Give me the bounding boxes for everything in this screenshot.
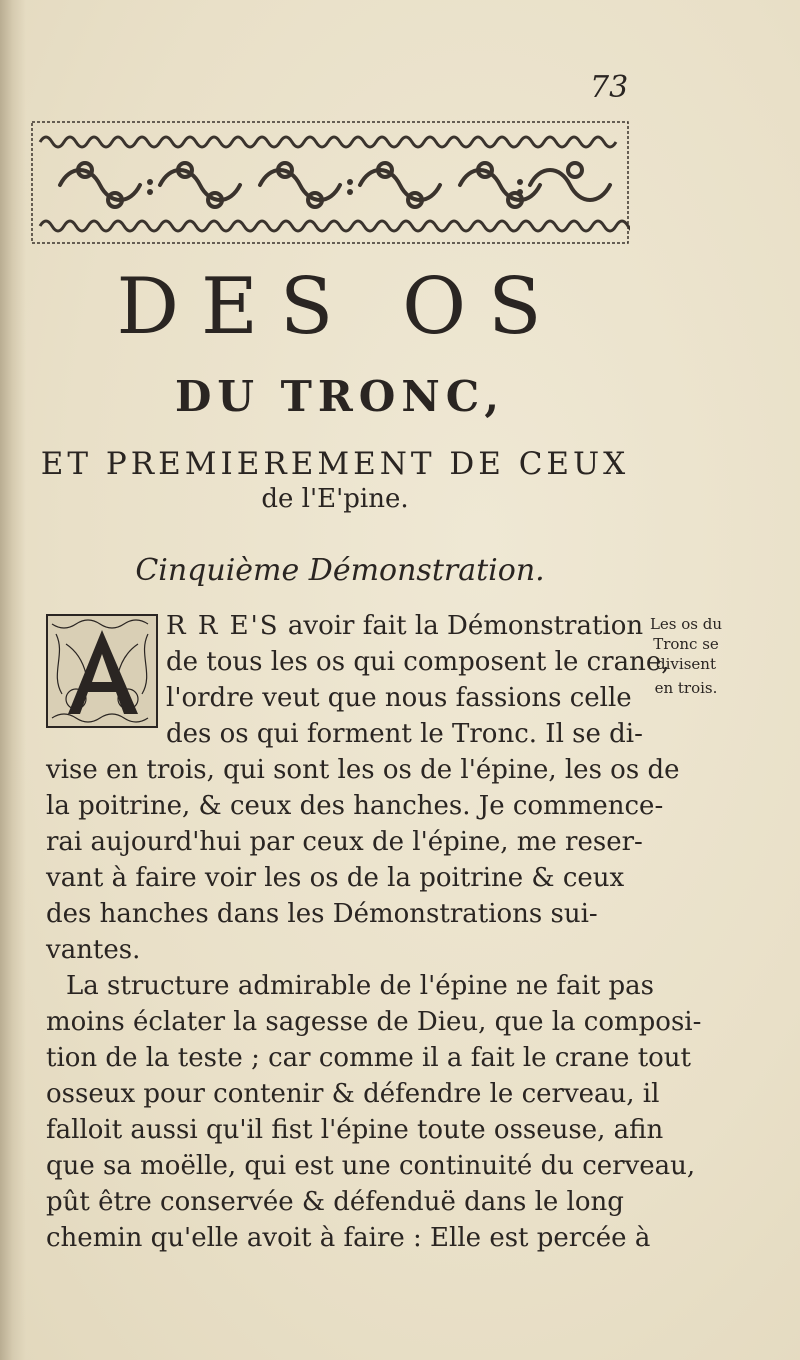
- text-line: osseux pour contenir & défendre le cerveau, il: [46, 1079, 660, 1109]
- text-line: des os qui forment le Tronc. Il se di-: [166, 719, 643, 749]
- text-line: falloit aussi qu'il fist l'épine toute osseuse, afin: [46, 1115, 664, 1145]
- text-line: rai aujourd'hui par ceux de l'épine, me reser-: [46, 827, 643, 857]
- section-heading: Cinquième Démonstration.: [135, 553, 545, 588]
- page-gutter: [0, 0, 26, 1360]
- text-line: tion de la teste ; car comme il a fait le crane tout: [46, 1043, 691, 1073]
- chapter-subtitle-line: de l'E'pine.: [261, 484, 409, 514]
- marginal-note-line: Les os du: [649, 615, 723, 633]
- text-line: vantes.: [46, 935, 141, 965]
- ornamental-headpiece: [30, 120, 630, 245]
- text-line: l'ordre veut que nous fassions celle: [166, 683, 632, 713]
- marginal-note-line: en trois.: [654, 679, 718, 697]
- text-line: pût être conservée & défenduë dans le long: [46, 1187, 624, 1217]
- paragraph-first-line: [166, 608, 644, 644]
- text-line: La structure admirable de l'épine ne fait pas: [66, 971, 655, 1001]
- marginal-note-line: divisent: [656, 655, 716, 673]
- text-line: la poitrine, & ceux des hanches. Je commence-: [46, 791, 664, 821]
- opening-caps: R R E'S: [166, 611, 280, 641]
- page-number: 73: [590, 70, 629, 105]
- text-line: des hanches dans les Démonstrations sui-: [46, 899, 598, 929]
- decorated-initial-a: [46, 614, 158, 728]
- chapter-subtitle-line: ET PREMIEREMENT DE CEUX: [40, 446, 630, 482]
- text-line: vant à faire voir les os de la poitrine & ceux: [46, 863, 625, 893]
- text-line: vise en trois, qui sont les os de l'épine, les os de: [46, 755, 680, 785]
- text-line: moins éclater la sagesse de Dieu, que la composi-: [46, 1007, 702, 1037]
- text-line: que sa moëlle, qui est une continuité du cerveau,: [46, 1151, 696, 1181]
- marginal-note-line: Tronc se: [653, 635, 719, 653]
- text-line: chemin qu'elle avoit à faire : Elle est percée à: [46, 1223, 651, 1253]
- first-line-text: avoir fait la Démonstration: [279, 611, 644, 641]
- text-line: de tous les os qui composent le crane,: [166, 647, 670, 677]
- chapter-subtitle: DU TRONC,: [174, 372, 506, 421]
- chapter-title: DES OS: [116, 262, 564, 352]
